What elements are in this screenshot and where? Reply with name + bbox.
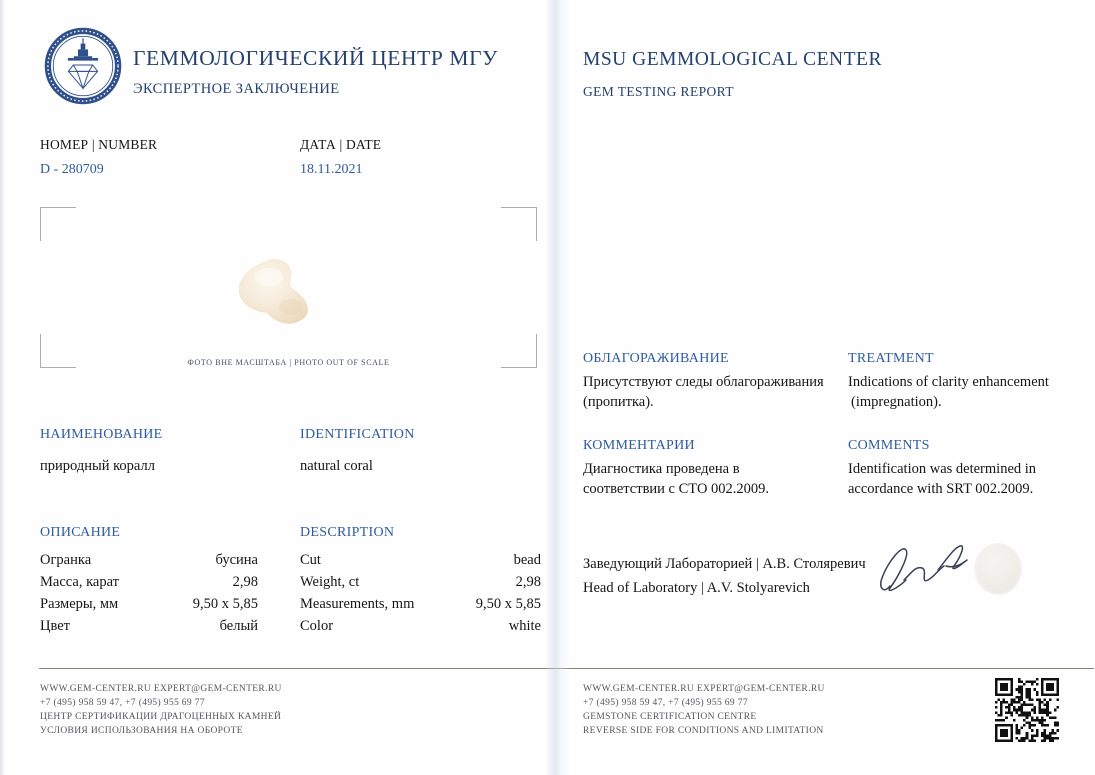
footer-centre-en: GEMSTONE CERTIFICATION CENTRE: [583, 712, 757, 722]
treatment-label-en: TREATMENT: [848, 351, 934, 366]
row-label-en: Color: [300, 617, 334, 634]
crop-mark-top-left: [40, 207, 76, 241]
description-table: [40, 549, 541, 637]
row-value-en: white: [508, 617, 541, 634]
row-label-ru: Огранка: [40, 551, 92, 568]
identification-value-en: natural coral: [300, 458, 373, 474]
signatory-title-en: Head of Laboratory | A.V. Stolyarevich: [583, 580, 810, 596]
report-type-en: GEM TESTING REPORT: [583, 84, 734, 99]
comments-text-ru: Диагностика проведена в соответствии с СТО 002.2009.: [583, 461, 770, 497]
number-label: НОМЕР | NUMBER: [40, 137, 158, 152]
footer-centre-ru: ЦЕНТР СЕРТИФИКАЦИИ ДРАГОЦЕННЫХ КАМНЕЙ: [40, 712, 282, 722]
date-label: ДАТА | DATE: [300, 137, 382, 152]
row-label-en: Cut: [300, 551, 321, 568]
treatment-label-ru: ОБЛАГОРАЖИВАНИЕ: [583, 351, 729, 366]
treatment-text-en: Indications of clarity enhancement (impregnation).: [848, 374, 1049, 410]
footer-phones: +7 (495) 958 59 47, +7 (495) 955 69 77: [583, 698, 748, 708]
photo-caption: ФОТО ВНЕ МАСШТАБА | PHOTO OUT OF SCALE: [187, 358, 390, 367]
table-row: [40, 615, 541, 637]
row-label-ru: Цвет: [40, 617, 71, 634]
qr-code: [995, 678, 1059, 742]
org-title-en: MSU GEMMOLOGICAL CENTER: [583, 49, 882, 70]
comments-label-en: COMMENTS: [848, 438, 930, 453]
embossed-seal: [974, 543, 1022, 595]
identification-label-en: IDENTIFICATION: [300, 427, 415, 442]
footer-conditions-en: REVERSE SIDE FOR CONDITIONS AND LIMITATION: [583, 726, 824, 736]
row-value-ru: белый: [219, 617, 258, 634]
date-value: 18.11.2021: [300, 162, 363, 177]
row-label-ru: Размеры, мм: [40, 595, 119, 612]
crop-mark-top-right: [501, 207, 537, 241]
row-value-en: 9,50 x 5,85: [475, 595, 541, 612]
treatment-text-ru: Присутствуют следы облагораживания (пропитка).: [583, 374, 824, 410]
description-label-en: DESCRIPTION: [300, 525, 395, 540]
comments-text-en: Identification was determined in accordance with SRT 002.2009.: [848, 461, 1037, 497]
identification-label-ru: НАИМЕНОВАНИЕ: [40, 427, 163, 442]
page-left-edge-shadow: [0, 0, 5, 775]
table-row: [40, 571, 541, 593]
footer-website-email: WWW.GEM-CENTER.RU EXPERT@GEM-CENTER.RU: [40, 684, 282, 694]
footer-phones: +7 (495) 958 59 47, +7 (495) 955 69 77: [40, 698, 205, 708]
row-label-ru: Масса, карат: [40, 573, 119, 590]
report-type-ru: ЭКСПЕРТНОЕ ЗАКЛЮЧЕНИЕ: [133, 81, 340, 97]
row-value-ru: бусина: [215, 551, 258, 568]
table-row: [40, 549, 541, 571]
footer-left: [40, 682, 282, 738]
number-value: D - 280709: [40, 162, 104, 177]
msu-logo-seal-icon: [44, 27, 122, 105]
footer-conditions-ru: УСЛОВИЯ ИСПОЛЬЗОВАНИЯ НА ОБОРОТЕ: [40, 726, 243, 736]
row-label-en: Measurements, mm: [300, 595, 415, 612]
row-value-ru: 2,98: [232, 573, 258, 590]
row-value-ru: 9,50 x 5,85: [192, 595, 258, 612]
row-value-en: bead: [513, 551, 541, 568]
signatory-title-ru: Заведующий Лабораторией | А.В. Столяревич: [583, 556, 866, 572]
footer-right: [583, 682, 825, 738]
identification-value-ru: природный коралл: [40, 458, 155, 474]
page-fold-shadow: [545, 0, 571, 775]
signatory-block: [583, 552, 866, 600]
comments-label-ru: КОММЕНТАРИИ: [583, 438, 695, 453]
table-row: [40, 593, 541, 615]
description-label-ru: ОПИСАНИЕ: [40, 525, 121, 540]
footer-website-email: WWW.GEM-CENTER.RU EXPERT@GEM-CENTER.RU: [583, 684, 825, 694]
handwritten-signature: [876, 536, 972, 602]
row-value-en: 2,98: [515, 573, 541, 590]
row-label-en: Weight, ct: [300, 573, 360, 590]
org-title-ru: ГЕММОЛОГИЧЕСКИЙ ЦЕНТР МГУ: [133, 46, 498, 70]
gem-photo-coral-bead: [233, 255, 329, 333]
